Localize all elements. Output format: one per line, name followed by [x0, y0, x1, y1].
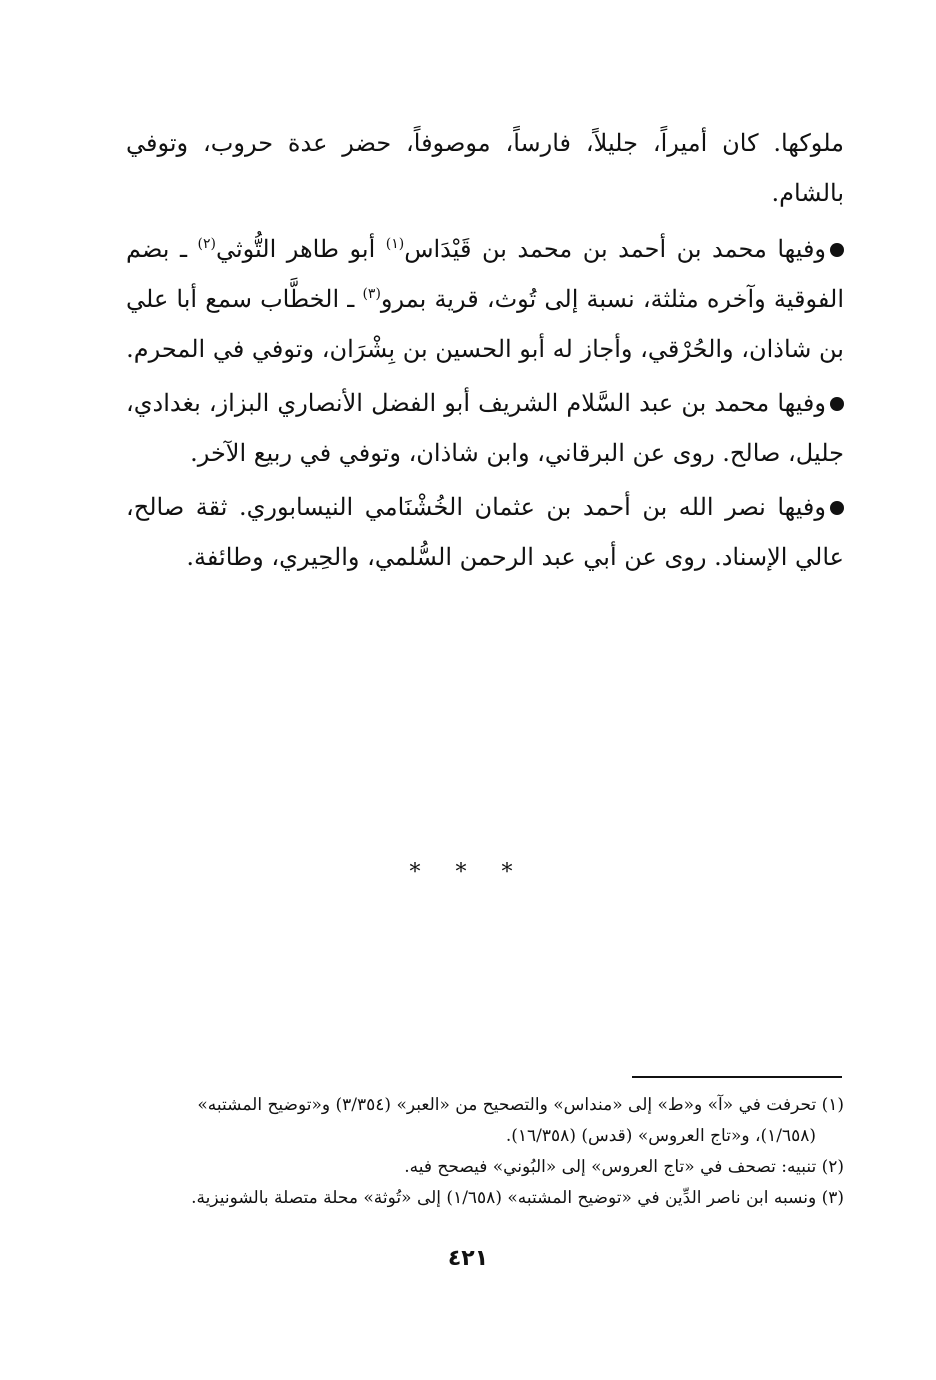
footnote-1-continuation: (١/٦٥٨)، و«تاج العروس» (قدس) (١٦/٣٥٨).: [505, 1126, 816, 1146]
entry-text: وفيها محمد بن عبد السَّلام الشريف أبو الفضل الأنصاري البزاز، بغدادي، جليل، صالح. روى عن البرقاني، وابن شاذان، وتوفي في ربيع الآخر.: [126, 389, 844, 467]
entry-nasrallah: [126, 482, 844, 582]
entry-text-part-2: أبو طاهر التُّوثي: [215, 235, 386, 263]
entry-text-part-3: ـ بضم الفوقية وآخره مثلثة، نسبة إلى تُوث، قرية بمرو: [126, 235, 845, 313]
footnote-3: (٣) ونسبه ابن ناصر الدِّين في «توضيح المشتبه» (١/٦٥٨) إلى «تُوثة» محلة متصلة بالشونيزية.: [191, 1188, 844, 1208]
main-text: [126, 118, 844, 586]
footnote-1: (١) تحرفت في «آ» و«ط» إلى «منداس» والتصحيح من «العبر» (٣/٣٥٤) و«توضيح المشتبه»: [197, 1095, 844, 1115]
section-separator: * * *: [409, 860, 527, 885]
bullet-icon: [830, 397, 844, 411]
entry-muhammad-qaydas: [126, 224, 844, 374]
entry-text: وفيها نصر الله بن أحمد بن عثمان الخُشْنَامي النيسابوري. ثقة صالح، عالي الإسناد. روى عن أبي عبد الرحمن السُّلمي، والحِيري، وطائفة.: [126, 493, 844, 571]
bullet-icon: [830, 501, 844, 515]
entry-muhammad-abd-assalam: [126, 378, 844, 478]
entry-text-part-1: وفيها محمد بن أحمد بن محمد بن قَيْدَاس: [404, 235, 827, 263]
footnotes: [126, 1090, 844, 1214]
intro-continuation: ملوكها. كان أميراً، جليلاً، فارساً، موصوفاً، حضر عدة حروب، وتوفي بالشام.: [126, 129, 844, 207]
bullet-icon: [830, 243, 844, 257]
page-number: ٤٢١: [447, 1246, 489, 1271]
entry-text-part-4: ـ الخطَّاب سمع أبا علي بن شاذان، والحُرْقي، وأجاز له أبو الحسين بن بِشْرَان، وتوفي في المحرم.: [126, 285, 844, 363]
footnote-2: (٢) تنبيه: تصحف في «تاج العروس» إلى «البُوني» فيصحح فيه.: [404, 1157, 844, 1177]
footnote-ref-2[interactable]: (٢): [197, 236, 216, 252]
footnote-divider: [632, 1076, 842, 1078]
footnote-ref-3[interactable]: (٣): [362, 286, 381, 302]
footnote-ref-1[interactable]: (١): [385, 236, 405, 252]
